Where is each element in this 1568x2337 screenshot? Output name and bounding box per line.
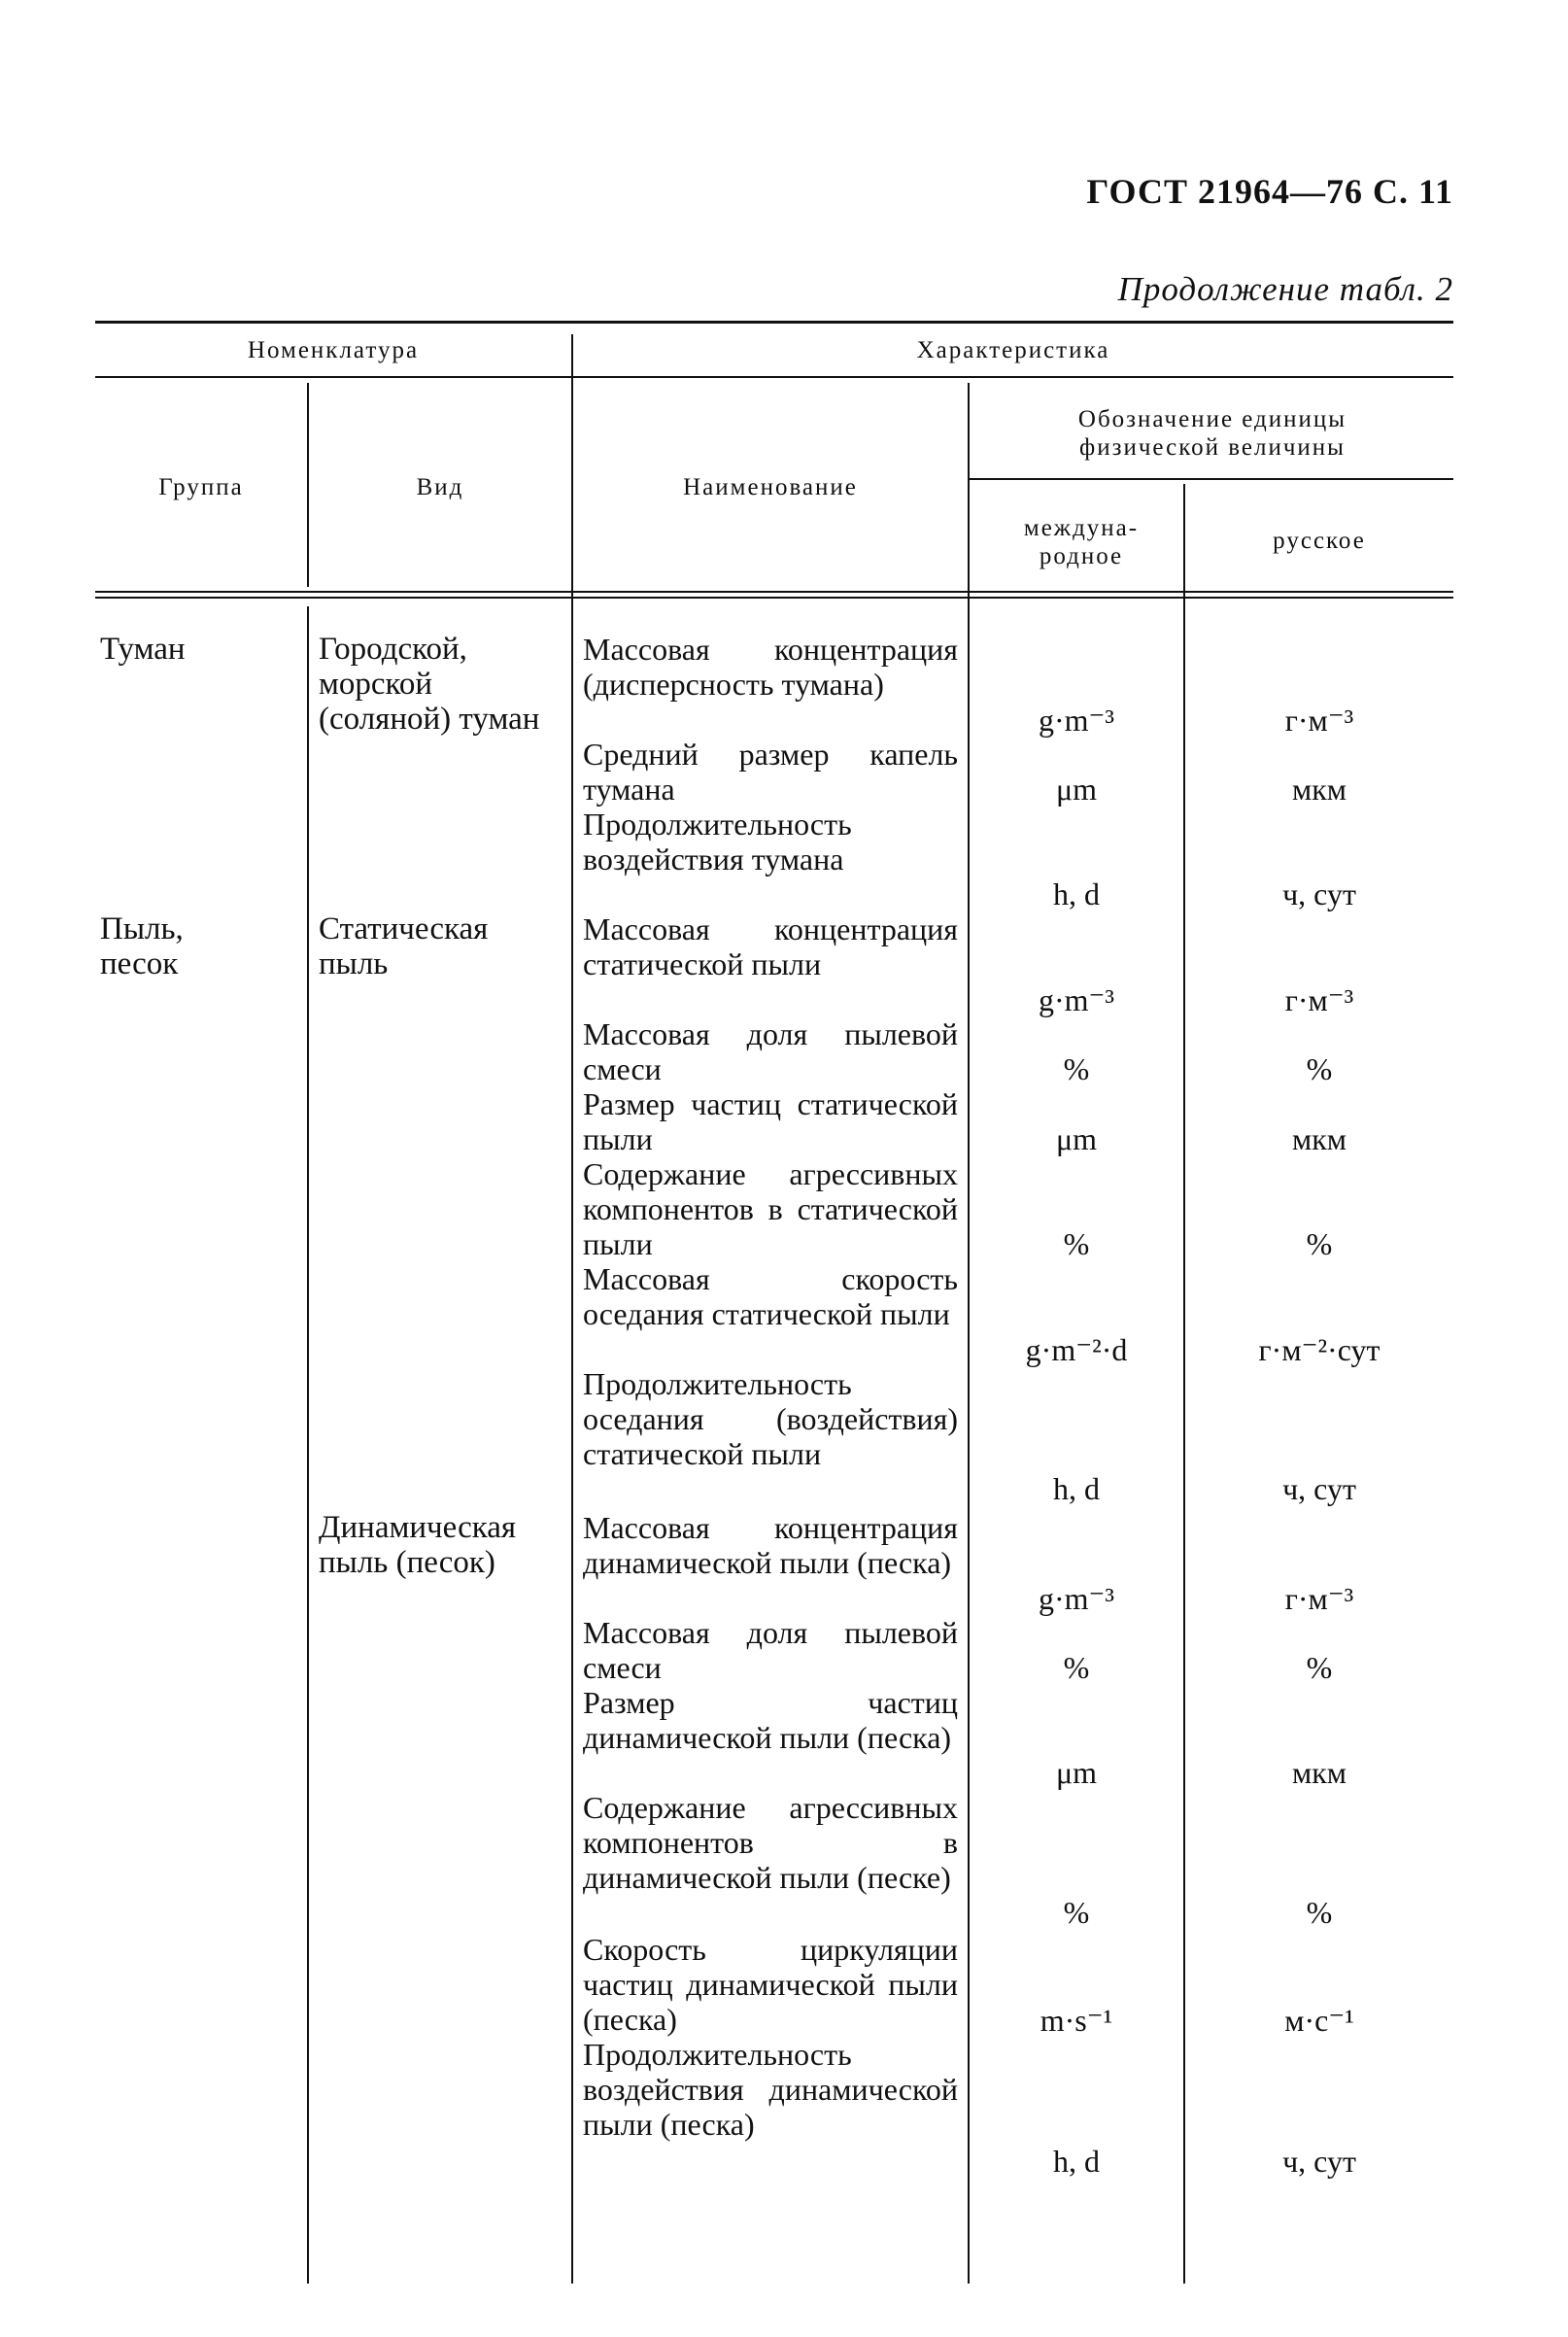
kind-cell: Статическая пыль — [319, 911, 489, 981]
unit-russian: % — [1306, 1895, 1333, 1930]
name-cell: Массовая скорость оседания статической пыли — [583, 1261, 958, 1331]
unit-russian: ч, сут — [1282, 1471, 1356, 1506]
header-name: Наименование — [683, 474, 858, 500]
unit-international: μm — [1055, 1121, 1098, 1156]
unit-international: h, d — [1053, 876, 1100, 911]
table-caption: Продолжение табл. 2 — [1117, 270, 1453, 308]
header-international: междуна-родное — [1023, 515, 1140, 569]
name-cell: Размер частиц статической пыли — [583, 1086, 958, 1156]
unit-international: μm — [1055, 1755, 1098, 1790]
name-cell: Содержание агрессивных компонентов в статической пыли — [583, 1156, 958, 1261]
kind-cell: Динамическая пыль (песок) — [319, 1510, 517, 1580]
unit-international: % — [1063, 1650, 1090, 1685]
name-cell: Массовая концентрация (дисперсность тумана) — [583, 632, 958, 702]
kind-cell: Городской, морской (соляной) туман — [319, 632, 540, 737]
name-cell: Размер частиц динамической пыли (песка) — [583, 1685, 958, 1755]
unit-international: g·m⁻²·d — [1025, 1332, 1128, 1367]
group-cell: Туман — [100, 632, 186, 667]
name-cell: Массовая концентрация статической пыли — [583, 911, 958, 981]
col-rule-name — [968, 383, 970, 2284]
header-unit-designation: Обозначение единицы физической величины — [1077, 406, 1347, 461]
unit-international: % — [1063, 1895, 1090, 1930]
unit-russian: г·м⁻³ — [1284, 982, 1354, 1017]
header-rule-units — [968, 478, 1453, 480]
unit-russian: % — [1306, 1650, 1333, 1685]
name-cell: Продолжительность оседания (воздействия) статической пыли — [583, 1366, 958, 1471]
unit-russian: г·м⁻³ — [1284, 703, 1354, 738]
unit-international: % — [1063, 1226, 1090, 1261]
unit-russian: мкм — [1291, 1121, 1347, 1156]
header-nomenclature: Номенклатура — [247, 337, 420, 363]
unit-international: g·m⁻³ — [1038, 1581, 1115, 1616]
name-cell: Скорость циркуляции частиц динамической пыли (песка) — [583, 1932, 958, 2037]
header-group: Группа — [158, 474, 244, 500]
name-cell: Массовая концентрация динамической пыли (песка) — [583, 1510, 958, 1580]
name-cell: Продолжительность воздействия тумана — [583, 807, 852, 876]
unit-russian: г·м⁻³ — [1284, 1581, 1354, 1616]
unit-russian: ч, сут — [1282, 2144, 1356, 2179]
col-rule-units — [1183, 484, 1185, 2284]
unit-international: h, d — [1053, 2144, 1100, 2179]
name-cell: Продолжительность воздействия динамической пыли (песка) — [583, 2037, 958, 2142]
header-characteristic: Характеристика — [916, 337, 1110, 363]
header-kind: Вид — [416, 474, 464, 500]
name-cell: Массовая доля пылевой смеси — [583, 1016, 958, 1086]
unit-russian: г·м⁻²·сут — [1258, 1332, 1381, 1367]
unit-russian: % — [1306, 1226, 1333, 1261]
unit-russian: ч, сут — [1282, 876, 1356, 911]
col-rule-nomenclature — [571, 334, 573, 2284]
col-rule-group-body — [307, 606, 309, 2284]
header-bottom-rule-a — [95, 591, 1453, 593]
table-top-rule — [95, 321, 1453, 324]
data-table — [95, 321, 1453, 2284]
unit-international: g·m⁻³ — [1038, 982, 1115, 1017]
header-rule-1 — [95, 376, 1453, 378]
name-cell: Содержание агрессивных компонентов в динамической пыли (песке) — [583, 1790, 958, 1895]
page-header: ГОСТ 21964—76 С. 11 — [1086, 172, 1453, 211]
unit-russian: % — [1306, 1051, 1333, 1086]
header-bottom-rule-b — [95, 597, 1453, 599]
name-cell: Средний размер капель тумана — [583, 737, 958, 807]
unit-international: h, d — [1053, 1471, 1100, 1506]
group-cell: Пыль, песок — [100, 911, 184, 981]
unit-russian: мкм — [1291, 772, 1347, 807]
unit-international: g·m⁻³ — [1038, 703, 1115, 738]
header-russian: русское — [1273, 528, 1366, 554]
unit-international: m·s⁻¹ — [1040, 2003, 1113, 2038]
unit-russian: м·с⁻¹ — [1284, 2003, 1354, 2038]
unit-international: μm — [1055, 772, 1098, 807]
unit-russian: мкм — [1291, 1755, 1347, 1790]
name-cell: Массовая доля пылевой смеси — [583, 1615, 958, 1685]
unit-international: % — [1063, 1051, 1090, 1086]
